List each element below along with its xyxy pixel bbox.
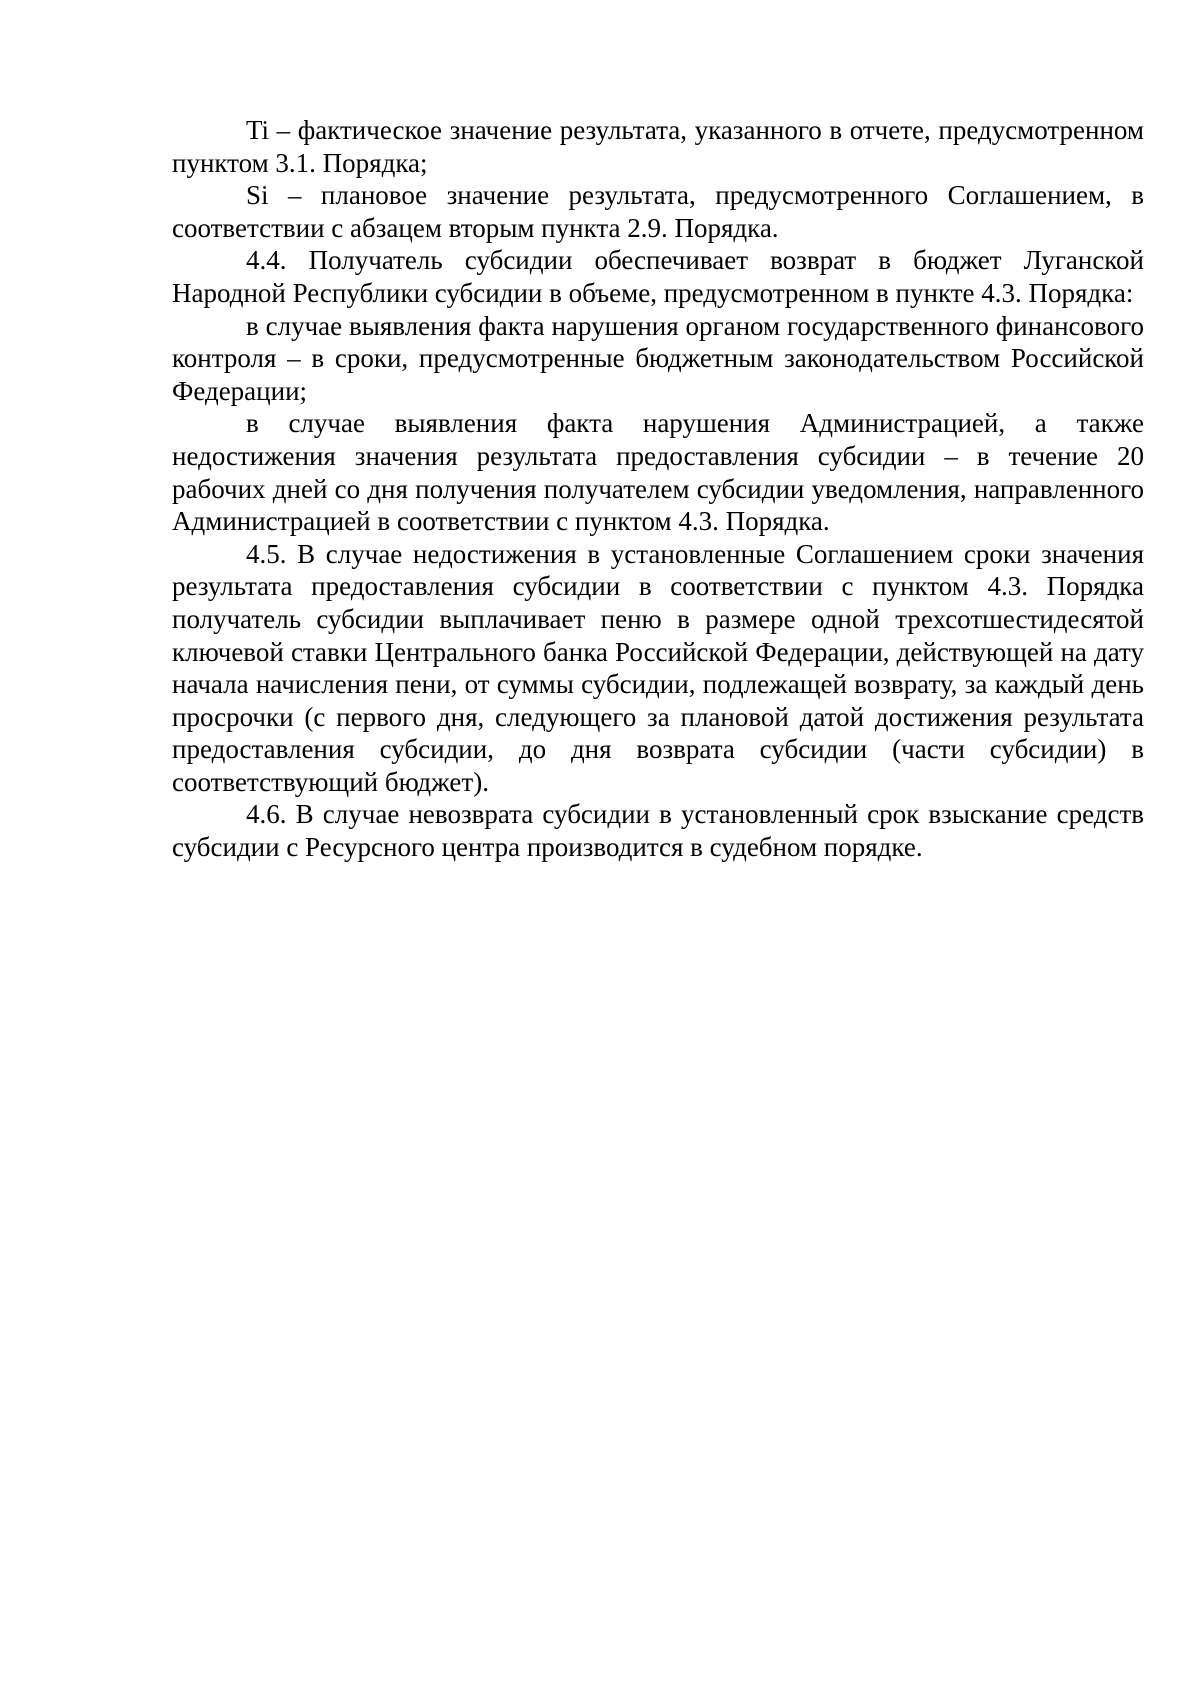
paragraph-4-4-case-administration: в случае выявления факта нарушения Администрацией, а также недостижения значения результата предоставления субсидии – в течение 20 рабочих дней со дня получения получателем субсидии уведомления, направленного Администрацией в соответствии с пунктом 4.3. Порядка.	[172, 408, 1144, 537]
document-body	[172, 114, 1144, 864]
paragraph-4-5: 4.5. В случае недостижения в установленные Соглашением сроки значения результата предоставления субсидии в соответствии с пунктом 4.3. Порядка получатель субсидии выплачивает пеню в размере одной трехсотшестидесятой ключевой ставки Центрального банка Российской Федерации, действующей на дату начала начисления пени, от суммы субсидии, подлежащей возврату, за каждый день просрочки (с первого дня, следующего за плановой датой достижения результата предоставления субсидии, до дня возврата субсидии (части субсидии) в соответствующий бюджет).	[172, 538, 1144, 797]
paragraph-4-4: 4.4. Получатель субсидии обеспечивает возврат в бюджет Луганской Народной Республики субсидии в объеме, предусмотренном в пункте 4.3. Порядка:	[172, 245, 1144, 308]
paragraph-4-4-case-control: в случае выявления факта нарушения органом государственного финансового контроля – в сроки, предусмотренные бюджетным законодательством Российской Федерации;	[172, 310, 1144, 406]
paragraph-ti-definition: Ti – фактическое значение результата, указанного в отчете, предусмотренном пунктом 3.1. Порядка;	[172, 115, 1144, 178]
paragraph-4-6: 4.6. В случае невозврата субсидии в установленный срок взыскание средств субсидии с Ресурсного центра производится в судебном порядке.	[172, 799, 1144, 863]
paragraph-si-definition: Si – плановое значение результата, предусмотренного Соглашением, в соответствии с абзацем вторым пункта 2.9. Порядка.	[172, 180, 1144, 243]
